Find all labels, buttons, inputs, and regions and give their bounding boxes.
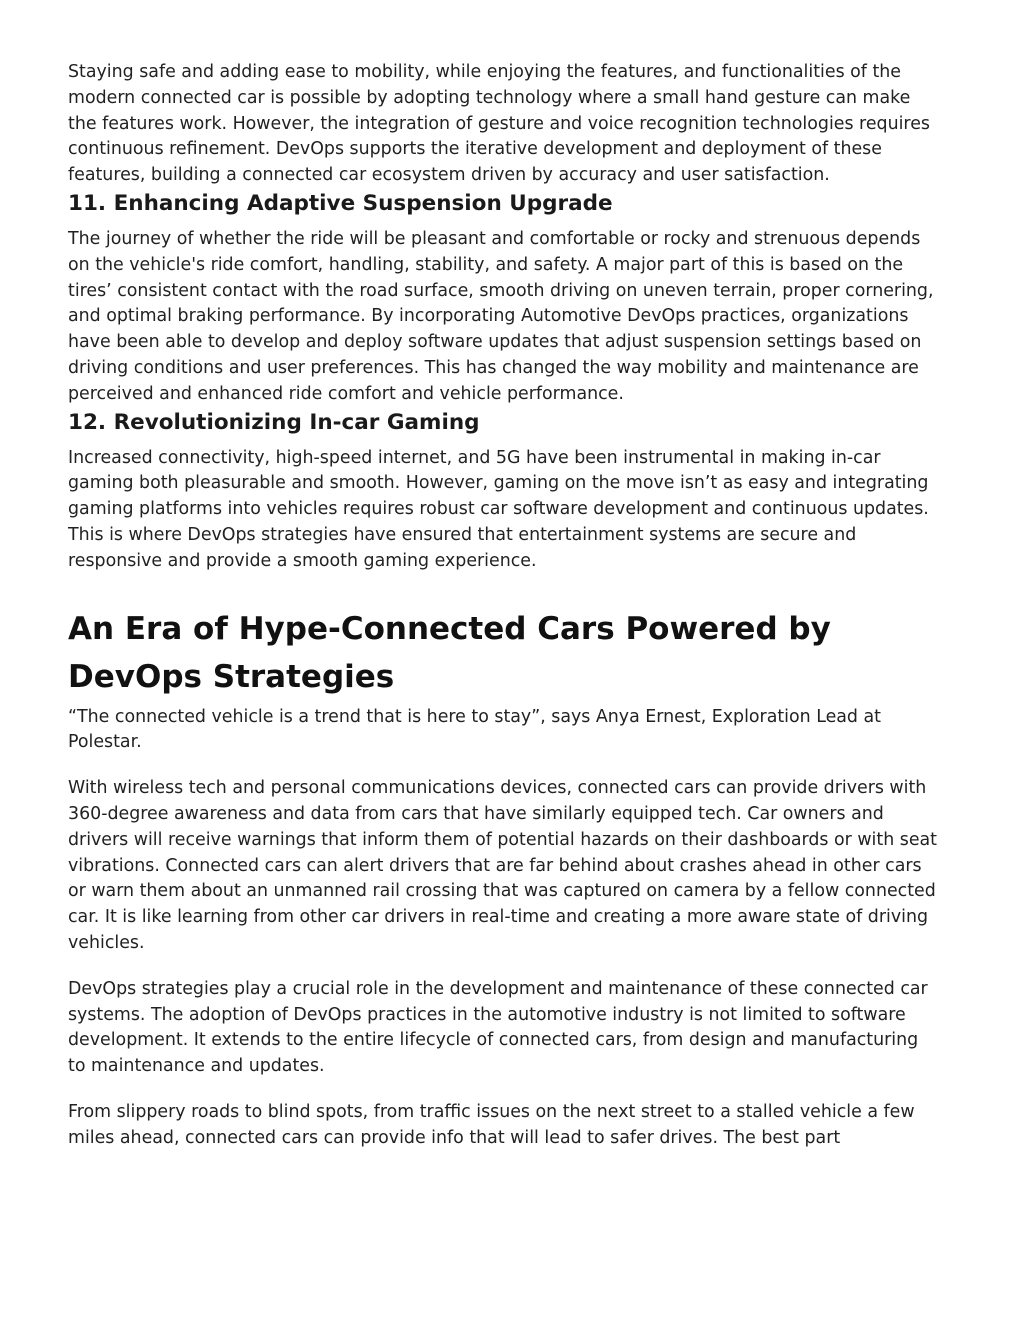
adaptive-suspension-paragraph: The journey of whether the ride will be pleasant and comfortable or rocky and strenuous depends on the vehicle's ride comfort, handling, stability, and safety. A major part of this is based on the tires’ consistent contact with the road surface, smooth driving on uneven terrain, proper cornering, and optimal braking performance. By incorporating Automotive DevOps practices, organizations have been able to develop and deploy software updates that adjust suspension settings based on driving conditions and user preferences. This has changed the way mobility and maintenance are perceived and enhanced ride comfort and vehicle performance. xyxy=(68,228,934,404)
wireless-tech-paragraph: With wireless tech and personal communications devices, connected cars can provide drivers with 360-degree awareness and data from cars that have similarly equipped tech. Car owners and drivers will receive warnings that inform them of potential hazards on their dashboards or with seat vibrations. Connected cars can alert drivers that are far behind about crashes ahead in other cars or warn them about an unmanned rail crossing that was captured on camera by a fellow connected car. It is like learning from other car drivers in real-time and creating a more aware state of driving vehicles. xyxy=(68,778,937,953)
quote-paragraph: “The connected vehicle is a trend that is here to stay”, says Anya Ernest, Exploration Lead at Polestar. xyxy=(68,706,881,753)
slippery-roads-paragraph: From slippery roads to blind spots, from traffic issues on the next street to a stalled vehicle a few miles ahead, connected cars can provide info that will lead to safer drives. The best part xyxy=(68,1101,915,1148)
document-page xyxy=(68,60,938,1172)
in-car-gaming-paragraph: Increased connectivity, high-speed internet, and 5G have been instrumental in making in-car gaming both pleasurable and smooth. However, gaming on the move isn’t as easy and integrating gaming platforms into vehicles requires robust car software development and continuous updates. This is where DevOps strategies have ensured that entertainment systems are secure and responsive and provide a smooth gaming experience. xyxy=(68,447,929,571)
heading-connected-cars-era: An Era of Hype-Connected Cars Powered by DevOps Strategies xyxy=(68,610,831,695)
devops-strategies-paragraph: DevOps strategies play a crucial role in the development and maintenance of these connected car systems. The adoption of DevOps practices in the automotive industry is not limited to software development. It extends to the entire lifecycle of connected cars, from design and manufacturing to maintenance and updates. xyxy=(68,978,928,1077)
intro-paragraph: Staying safe and adding ease to mobility, while enjoying the features, and functionalities of the modern connected car is possible by adopting technology where a small hand gesture can make the features work. However, the integration of gesture and voice recognition technologies requires continuous refinement. DevOps supports the iterative development and deployment of these features, building a connected car ecosystem driven by accuracy and user satisfaction. xyxy=(68,62,930,186)
heading-in-car-gaming: 12. Revolutionizing In-car Gaming xyxy=(68,409,480,435)
heading-adaptive-suspension: 11. Enhancing Adaptive Suspension Upgrade xyxy=(68,190,613,216)
